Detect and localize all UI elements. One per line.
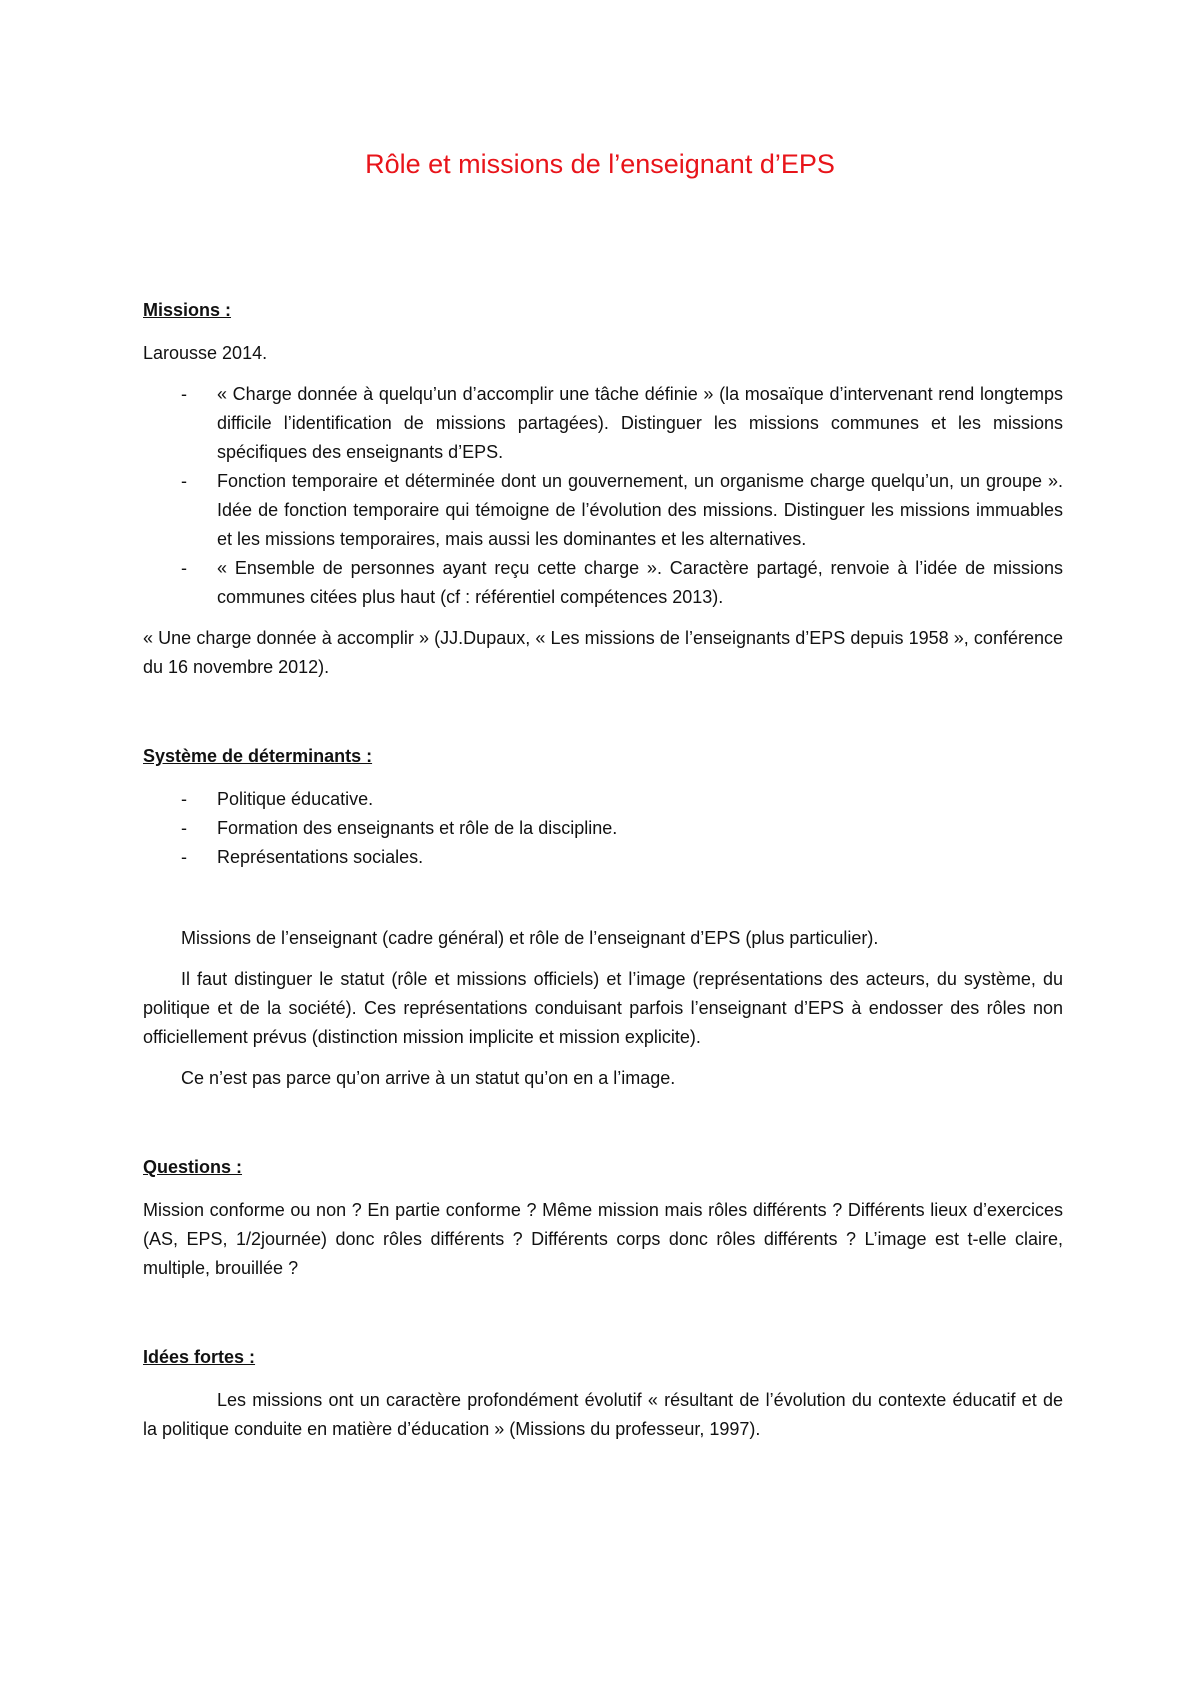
dash-bullet-icon: - bbox=[181, 384, 187, 404]
idees-paragraph: Les missions ont un caractère profondément évolutif « résultant de l’évolution du contexte éducatif et de la politique conduite en matière d’éducation » (Missions du professeur, 1997). bbox=[143, 1390, 1063, 1439]
document-body bbox=[143, 296, 1063, 1456]
spacer bbox=[143, 1105, 1063, 1153]
section-idees-fortes bbox=[143, 1343, 1063, 1444]
spacer bbox=[143, 1295, 1063, 1343]
section-heading-determinants: Système de déterminants : bbox=[143, 746, 373, 766]
dash-bullet-icon: - bbox=[181, 558, 187, 578]
missions-source: Larousse 2014. bbox=[143, 343, 268, 363]
page-title: Rôle et missions de l’enseignant d’EPS bbox=[365, 149, 835, 179]
spacer bbox=[143, 694, 1063, 742]
section-heading-questions: Questions : bbox=[143, 1157, 243, 1177]
list-item bbox=[143, 467, 1063, 554]
list-item-text: Formation des enseignants et rôle de la discipline. bbox=[217, 818, 618, 838]
missions-quote: « Une charge donnée à accomplir » (JJ.Dupaux, « Les missions de l’enseignants d’EPS depuis 1958 », conférence du 16 novembre 2012). bbox=[143, 628, 1063, 677]
list-item bbox=[143, 814, 1063, 843]
section-heading-missions: Missions : bbox=[143, 300, 232, 320]
list-item-text: Fonction temporaire et déterminée dont un gouvernement, un organisme charge quelqu’un, un groupe ». Idée de fonction temporaire qui témoigne de l’évolution des missions. Distinguer les missions immuables et les missions temporaires, mais aussi les dominantes et les alternatives. bbox=[217, 471, 1063, 549]
spacer bbox=[143, 884, 1063, 924]
determinants-paragraph-1: Missions de l’enseignant (cadre général) et rôle de l’enseignant d’EPS (plus particulier). bbox=[181, 928, 879, 948]
dash-bullet-icon: - bbox=[181, 789, 187, 809]
missions-bullet-list bbox=[143, 380, 1063, 612]
section-determinants bbox=[143, 742, 1063, 1093]
determinants-paragraph-3: Ce n’est pas parce qu’on arrive à un statut qu’on en a l’image. bbox=[181, 1068, 676, 1088]
determinants-paragraph-2: Il faut distinguer le statut (rôle et missions officiels) et l’image (représentations des acteurs, du système, du politique et de la société). Ces représentations conduisant parfois l’enseignant d’EPS à endosser des rôles non officiellement prévus (distinction mission implicite et mission explicite). bbox=[143, 969, 1063, 1047]
list-item bbox=[143, 785, 1063, 814]
section-missions bbox=[143, 296, 1063, 682]
section-heading-idees-fortes: Idées fortes : bbox=[143, 1347, 256, 1367]
dash-bullet-icon: - bbox=[181, 818, 187, 838]
section-questions bbox=[143, 1153, 1063, 1283]
determinants-bullet-list bbox=[143, 785, 1063, 872]
list-item-text: « Ensemble de personnes ayant reçu cette charge ». Caractère partagé, renvoie à l’idée de missions communes citées plus haut (cf : référentiel compétences 2013). bbox=[217, 558, 1063, 607]
list-item bbox=[143, 380, 1063, 467]
list-item-text: Représentations sociales. bbox=[217, 847, 424, 867]
list-item bbox=[143, 554, 1063, 612]
list-item-text: Politique éducative. bbox=[217, 789, 374, 809]
list-item-text: « Charge donnée à quelqu’un d’accomplir une tâche définie » (la mosaïque d’intervenant rend longtemps difficile l’identification de missions partagées). Distinguer les missions communes et les missions spécifiques des enseignants d’EPS. bbox=[217, 384, 1063, 462]
dash-bullet-icon: - bbox=[181, 471, 187, 491]
dash-bullet-icon: - bbox=[181, 847, 187, 867]
list-item bbox=[143, 843, 1063, 872]
questions-paragraph: Mission conforme ou non ? En partie conforme ? Même mission mais rôles différents ? Différents lieux d’exercices (AS, EPS, 1/2journée) donc rôles différents ? Différents corps donc rôles différents ? L’image est t-elle claire, multiple, brouillée ? bbox=[143, 1200, 1063, 1278]
